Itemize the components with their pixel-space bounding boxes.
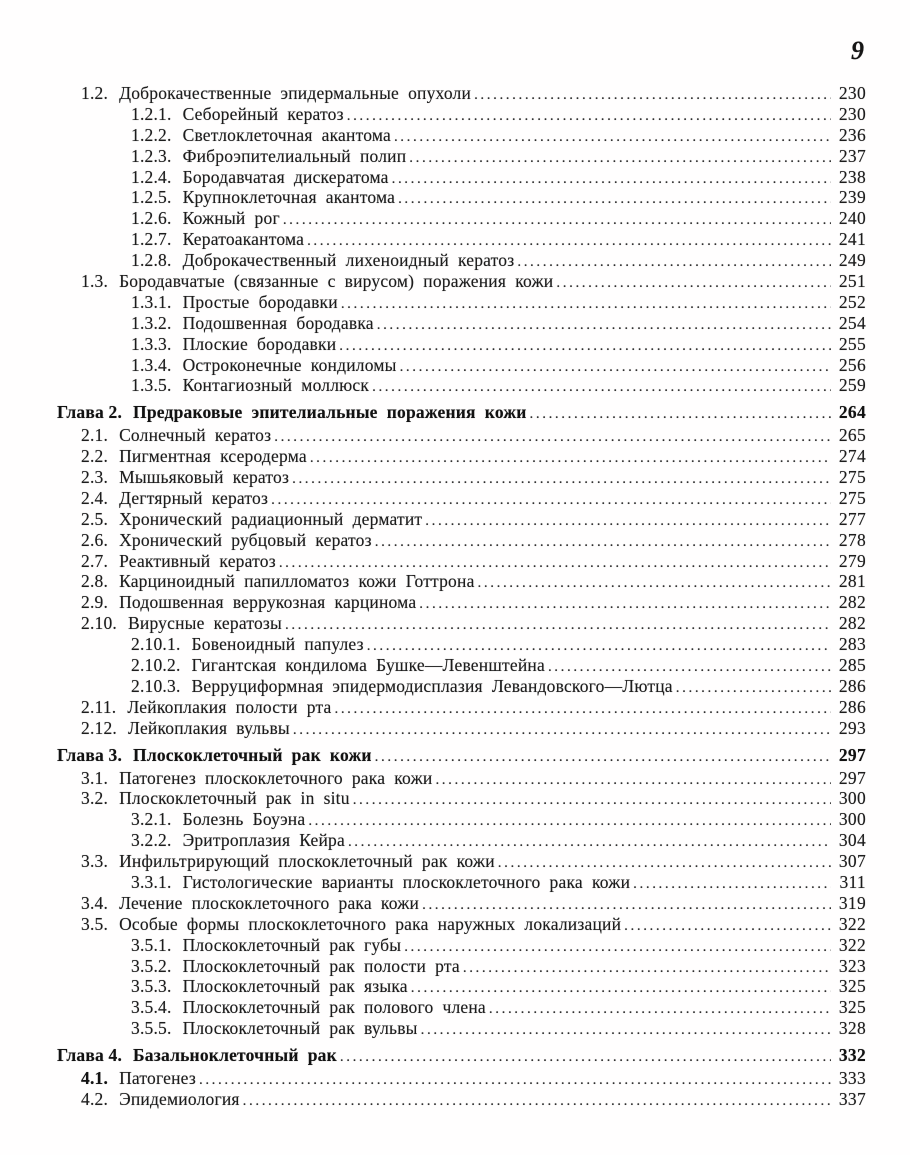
toc-entry-page: 239 [838,187,866,208]
toc-entry-number: 2.8. [81,571,109,592]
toc-entry-title: Бовеноидный папулез [191,634,364,655]
toc-entry [0,745,866,766]
toc-entry-title: Эпидемиология [119,1088,240,1109]
toc-entry [0,104,866,125]
toc-entry-page: 277 [838,508,866,529]
toc-entry-number: 3.1. [81,767,109,788]
dot-leader [285,613,831,634]
toc-entry [0,1018,866,1039]
dot-leader [474,83,831,104]
dot-leader [347,104,831,125]
dot-leader [279,551,831,572]
toc-entry-number: 1.3.2. [131,312,172,333]
toc-entry-title: Болезнь Боуэна [182,809,306,830]
dot-leader [339,334,831,355]
dot-leader [409,146,831,167]
toc-entry [0,613,866,634]
toc-entry-title: Верруциформная эпидермодисплазия Левандовского—Лютца [191,675,673,696]
toc-entry-title: Остроконечные кондиломы [182,354,397,375]
toc-entry-page: 281 [838,571,866,592]
toc-entry [0,467,866,488]
dot-leader [517,250,831,271]
dot-leader [422,893,831,914]
toc-entry [0,997,866,1018]
toc-entry-number: Глава 3. [57,744,123,765]
toc-entry-title: Плоские бородавки [182,333,337,354]
toc-entry-title: Плоскоклеточный рак кожи [133,744,372,765]
toc-entry-number: 1.3.5. [131,375,172,396]
toc-entry-title: Пигментная ксеродерма [119,446,307,467]
toc-entry [0,208,866,229]
toc-entry-title: Кератоакантома [182,229,305,250]
toc-entry-page: 230 [838,103,866,124]
toc-entry [0,446,866,467]
toc-entry-number: 2.10.3. [131,675,181,696]
toc-entry-title: Солнечный кератоз [119,425,272,446]
dot-leader [310,446,831,467]
toc-entry [0,551,866,572]
toc-entry-number: 1.2.6. [131,208,172,229]
toc-entry-title: Хронический радиационный дерматит [119,508,423,529]
toc-entry-title: Подошвенная веррукозная карцинома [119,592,417,613]
dot-leader [293,718,831,739]
dot-leader [530,402,831,423]
toc-entry [0,334,866,355]
toc-entry-number: 4.2. [81,1088,109,1109]
toc-entry-page: 265 [838,425,866,446]
toc-entry [0,768,866,789]
toc-entry [0,634,866,655]
toc-entry-page: 322 [838,913,866,934]
toc-entry-page: 282 [838,613,866,634]
toc-entry-number: Глава 2. [57,402,123,423]
dot-leader [271,488,831,509]
toc-entry-number: 2.6. [81,529,109,550]
toc-entry-title: Хронический рубцовый кератоз [119,529,372,550]
toc-entry-page: 240 [838,208,866,229]
toc-entry-number: 3.3. [81,851,109,872]
toc-entry-title: Плоскоклеточный рак вульвы [182,1018,418,1039]
dot-leader [419,592,831,613]
toc-entry-number: 2.10.1. [131,634,181,655]
toc-entry [0,893,866,914]
toc-entry [0,187,866,208]
toc-entry-number: 3.2.1. [131,809,172,830]
toc-entry [0,488,866,509]
toc-entry-title: Реактивный кератоз [119,550,276,571]
toc-entry [0,830,866,851]
toc-entry-page: 304 [838,830,866,851]
toc-entry-title: Бородавчатые (связанные с вирусом) поражения кожи [119,271,554,292]
toc-entry [0,1068,866,1089]
dot-leader [375,745,831,766]
toc-entry-page: 252 [838,291,866,312]
toc-entry-page: 300 [838,788,866,809]
toc-entry-number: 2.2. [81,446,109,467]
toc-entry [0,292,866,313]
toc-entry-title: Патогенез плоскоклеточного рака кожи [119,767,433,788]
toc-entry-page: 325 [838,976,866,997]
toc-entry-title: Контагиозный моллюск [182,375,370,396]
toc-entry-page: 325 [838,997,866,1018]
toc-entry-page: 236 [838,124,866,145]
toc-entry-page: 297 [838,767,866,788]
dot-leader [341,292,831,313]
toc-entry-title: Кожный рог [182,208,280,229]
toc-entry-number: 2.10. [81,613,117,634]
toc-entry-number: 2.10.2. [131,655,181,676]
toc-entry-page: 259 [838,375,866,396]
dot-leader [556,271,831,292]
toc-entry [0,956,866,977]
dot-leader [394,125,831,146]
dot-leader [435,768,831,789]
toc-entry-number: 1.3.4. [131,354,172,375]
toc-entry-number: 3.2.2. [131,830,172,851]
toc-entry-title: Бородавчатая дискератома [182,166,389,187]
toc-entry-page: 241 [838,229,866,250]
dot-leader [463,956,831,977]
toc-entry [0,788,866,809]
toc-entry-title: Вирусные кератозы [128,613,282,634]
toc-entry-number: 3.5.2. [131,955,172,976]
toc-entry-number: 1.3.3. [131,333,172,354]
toc-entry-title: Инфильтрирующий плоскоклеточный рак кожи [119,851,495,872]
toc-entry-page: 254 [838,312,866,333]
toc-entry [0,146,866,167]
toc-entry-page: 278 [838,529,866,550]
toc-entry-title: Карциноидный папилломатоз кожи Готтрона [119,571,475,592]
toc-entry-page: 333 [838,1067,866,1088]
dot-leader [348,830,831,851]
toc-entry [0,530,866,551]
toc-entry-number: 3.2. [81,788,109,809]
toc-entry-page: 293 [838,717,866,738]
toc-entry-title: Себорейный кератоз [182,103,344,124]
toc-entry [0,375,866,396]
dot-leader [478,571,831,592]
toc-entry [0,976,866,997]
toc-entry-number: 1.2. [81,83,109,103]
toc-entry [0,592,866,613]
toc-entry-page: 275 [838,487,866,508]
toc-entry [0,250,866,271]
toc-entry-title: Доброкачественные эпидермальные опухоли [119,83,472,103]
toc-entry [0,676,866,697]
toc-entry-title: Лейкоплакия полости рта [127,696,332,717]
dot-leader [340,1045,831,1066]
toc-entry [0,571,866,592]
toc-entry-title: Фиброэпителиальный полип [182,145,407,166]
toc-entry-number: 1.2.3. [131,145,172,166]
toc-entry-number: 2.1. [81,425,109,446]
page-number: 9 [851,36,864,65]
toc-entry-number: 3.5.4. [131,997,172,1018]
toc-entry-number: 2.9. [81,592,109,613]
toc-entry-number: 2.3. [81,467,109,488]
toc-entry-number: Глава 4. [57,1045,123,1066]
toc-entry [0,1045,866,1066]
toc-entry-title: Крупноклеточная акантома [182,187,396,208]
toc-entry-number: 1.2.1. [131,103,172,124]
toc-entry-number: 1.2.7. [131,229,172,250]
toc-entry-page: 332 [838,1045,866,1066]
dot-leader [243,1089,831,1110]
toc-entry-title: Базальноклеточный рак [133,1045,337,1066]
toc-entry-page: 337 [838,1088,866,1109]
dot-leader [367,634,831,655]
dot-leader [425,509,831,530]
toc-entry-page: 249 [838,250,866,271]
toc-entry-title: Простые бородавки [182,291,338,312]
dot-leader [411,976,831,997]
toc-entry-page: 230 [838,83,866,103]
toc-entry-page: 286 [838,675,866,696]
toc-entry-page: 251 [838,271,866,292]
toc-entry-number: 1.2.4. [131,166,172,187]
toc-entry-title: Светлоклеточная акантома [182,124,391,145]
dot-leader [377,313,831,334]
toc-entry-page: 274 [838,446,866,467]
toc-entry [0,229,866,250]
dot-leader [274,425,831,446]
toc-entry-page: 323 [838,955,866,976]
toc-entry [0,914,866,935]
toc-entry-number: 2.11. [81,696,117,717]
toc-entry [0,697,866,718]
toc-entry-title: Мышьяковый кератоз [119,467,290,488]
toc-entry-number: 2.7. [81,550,109,571]
toc-entry-number: 3.5.5. [131,1018,172,1039]
toc-entry [0,935,866,956]
toc-entry [0,402,866,423]
toc-entry-number: 1.2.5. [131,187,172,208]
toc-entry-number: 1.2.8. [131,250,172,271]
toc-entry [0,167,866,188]
toc-entry-page: 286 [838,696,866,717]
toc-entry [0,355,866,376]
toc-entry-page: 237 [838,145,866,166]
toc-entry [0,1089,866,1110]
dot-leader [404,935,831,956]
dot-leader [624,914,831,935]
toc-entry-page: 285 [838,655,866,676]
toc-entry-title: Гигантская кондилома Бушке—Левенштейна [191,655,545,676]
toc-entry-number: 3.5. [81,913,109,934]
toc-entry-page: 283 [838,634,866,655]
toc-entry [0,509,866,530]
toc-entry [0,271,866,292]
dot-leader [400,355,831,376]
toc-entry-page: 255 [838,333,866,354]
toc-entry-number: 2.12. [81,717,117,738]
toc-entry-page: 256 [838,354,866,375]
toc-entry-page: 275 [838,467,866,488]
toc-entry-number: 3.5.3. [131,976,172,997]
toc-entry-title: Лейкоплакия вульвы [128,717,290,738]
toc-entry [0,313,866,334]
dot-leader [334,697,831,718]
toc-entry [0,809,866,830]
dot-leader [283,208,831,229]
toc-entry [0,125,866,146]
dot-leader [353,788,831,809]
toc-entry-page: 282 [838,592,866,613]
toc-entry [0,83,866,104]
toc-entry [0,718,866,739]
dot-leader [548,655,831,676]
toc-entry-title: Предраковые эпителиальные поражения кожи [133,402,527,423]
dot-leader [308,809,831,830]
table-of-contents [0,83,866,1110]
toc-entry-title: Плоскоклеточный рак полового члена [182,997,486,1018]
toc-entry-page: 279 [838,550,866,571]
toc-entry-page: 319 [838,892,866,913]
toc-entry-page: 264 [838,402,866,423]
toc-entry-page: 307 [838,851,866,872]
toc-entry-number: 1.3.1. [131,291,172,312]
toc-entry [0,872,866,893]
dot-leader [392,167,831,188]
dot-leader [676,676,831,697]
toc-entry-page: 238 [838,166,866,187]
toc-entry-title: Подошвенная бородавка [182,312,374,333]
dot-leader [372,375,831,396]
toc-entry-title: Доброкачественный лихеноидный кератоз [182,250,515,271]
toc-entry-title: Плоскоклеточный рак in situ [119,788,350,809]
dot-leader [633,872,831,893]
dot-leader [199,1068,831,1089]
toc-entry-number: 1.2.2. [131,124,172,145]
toc-entry-title: Эритроплазия Кейра [182,830,345,851]
toc-entry-number: 3.5.1. [131,934,172,955]
toc-entry-number: 1.3. [81,271,109,292]
dot-leader [292,467,831,488]
toc-entry-title: Плоскоклеточный рак языка [182,976,408,997]
dot-leader [489,997,831,1018]
toc-entry-number: 2.5. [81,508,109,529]
dot-leader [498,851,831,872]
dot-leader [398,187,831,208]
toc-entry-page: 328 [838,1018,866,1039]
dot-leader [307,229,831,250]
dot-leader [375,530,831,551]
toc-entry-number: 2.4. [81,487,109,508]
toc-entry-title: Гистологические варианты плоскоклеточного рака кожи [182,871,631,892]
toc-entry-page: 300 [838,809,866,830]
toc-entry-number: 3.4. [81,892,109,913]
toc-entry-title: Лечение плоскоклеточного рака кожи [119,892,420,913]
toc-entry-title: Плоскоклеточный рак губы [182,934,402,955]
toc-entry-title: Дегтярный кератоз [119,487,269,508]
dot-leader [421,1018,831,1039]
toc-entry [0,655,866,676]
toc-entry [0,425,866,446]
toc-entry-page: 297 [838,744,866,765]
toc-entry-title: Особые формы плоскоклеточного рака наружных локализаций [119,913,622,934]
toc-entry [0,851,866,872]
toc-entry-title: Патогенез [119,1067,196,1088]
toc-entry-number: 3.3.1. [131,871,172,892]
toc-entry-title: Плоскоклеточный рак полости рта [182,955,460,976]
toc-entry-page: 322 [838,934,866,955]
toc-entry-page: 311 [839,871,866,892]
toc-entry-number: 4.1. [81,1067,109,1088]
